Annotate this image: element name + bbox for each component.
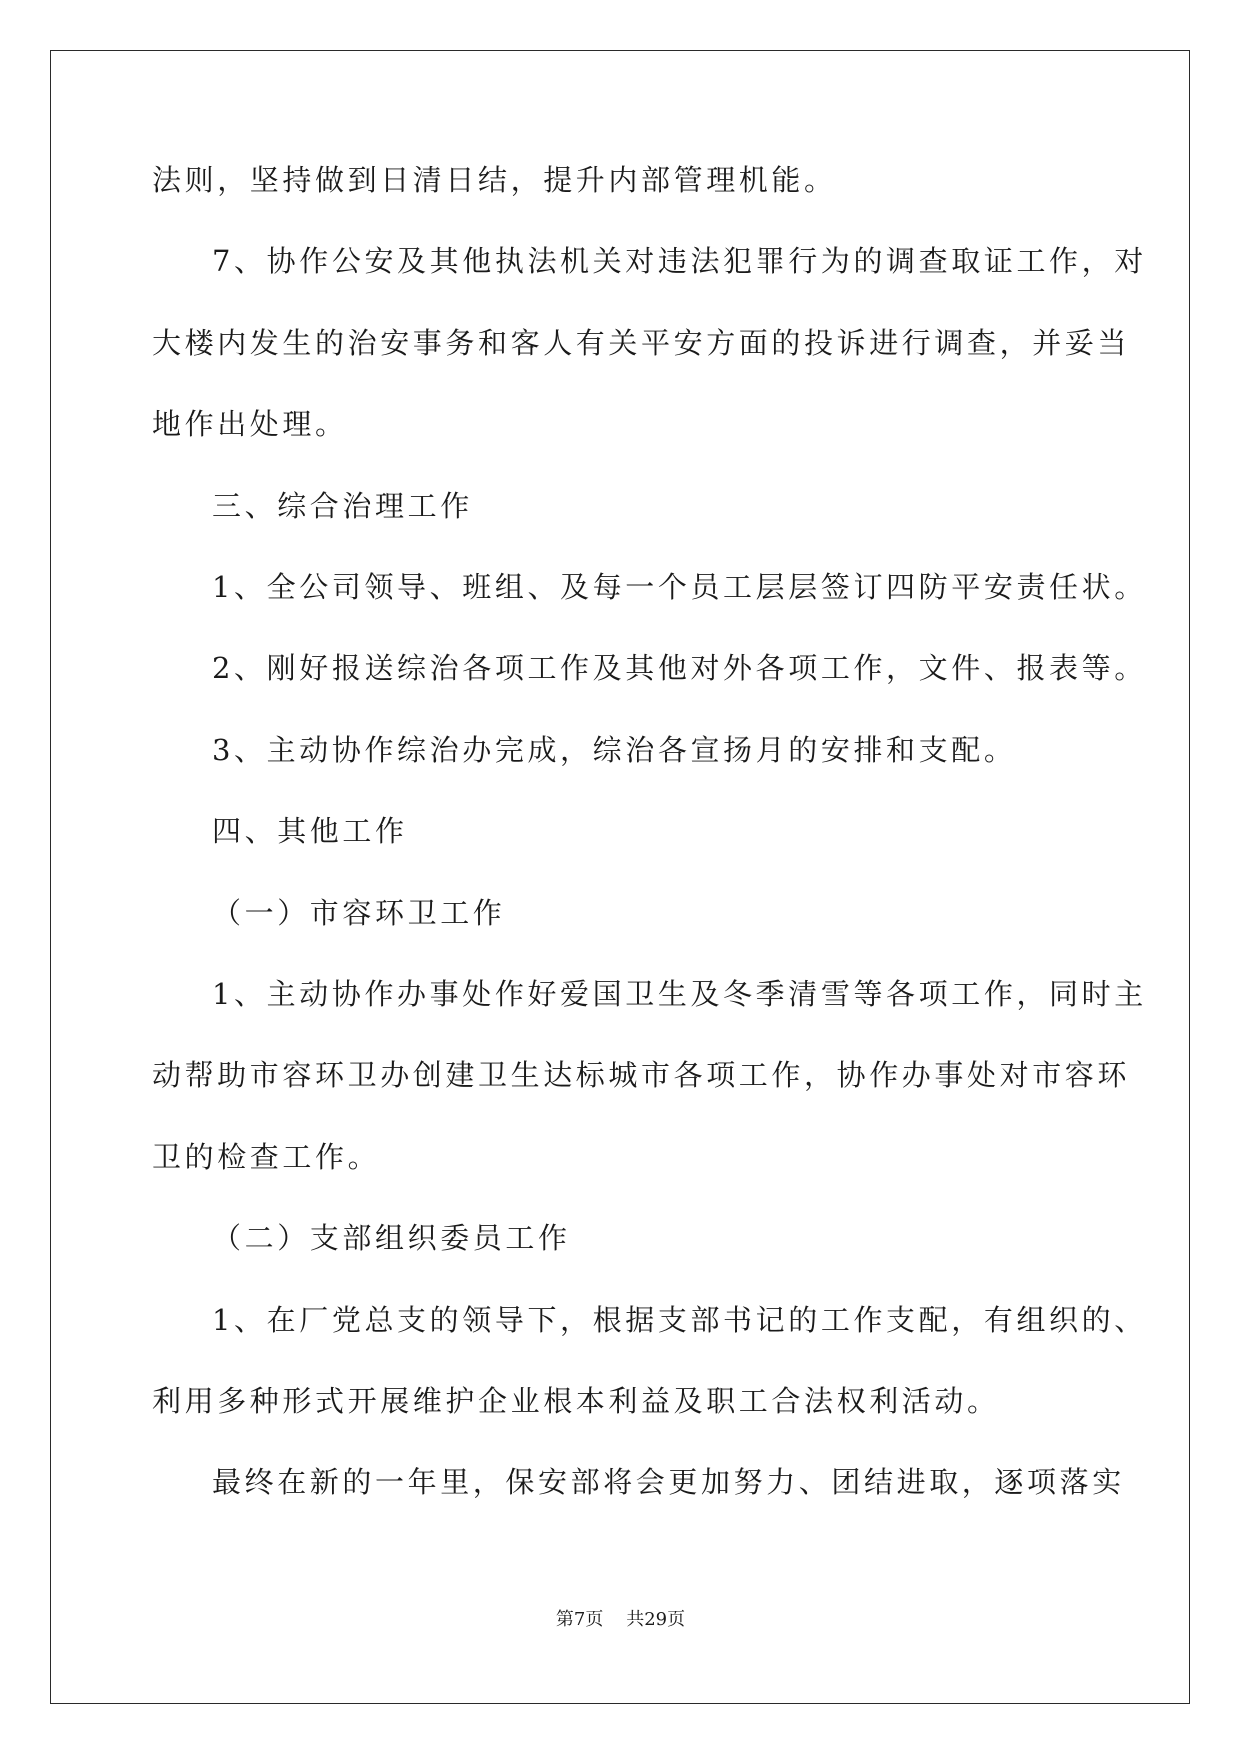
page-footer <box>0 1609 1241 1631</box>
text-line: 法则，坚持做到日清日结，提升内部管理机能。 <box>152 163 837 197</box>
page-number: 第7页 <box>555 1609 604 1630</box>
subsection-heading: （一）市容环卫工作 <box>212 895 506 930</box>
text-line: 3、主动协作综治办完成，综治各宣扬月的安排和支配。 <box>212 732 1017 767</box>
text-line: 利用多种形式开展维护企业根本利益及职工合法权利活动。 <box>152 1384 1000 1418</box>
text-line: 卫的检查工作。 <box>152 1139 381 1174</box>
page-border <box>50 50 1190 1704</box>
text-line: 大楼内发生的治安事务和客人有关平安方面的投诉进行调查，并妥当 <box>152 325 1131 360</box>
text-line: 1、在厂党总支的领导下，根据支部书记的工作支配，有组织的、 <box>212 1302 1147 1337</box>
text-line: 7、协作公安及其他执法机关对违法犯罪行为的调查取证工作，对 <box>212 244 1147 279</box>
section-heading: 四、其他工作 <box>212 814 408 849</box>
text-line: 地作出处理。 <box>152 407 348 442</box>
page-total: 共29页 <box>626 1609 686 1630</box>
section-heading: 三、综合治理工作 <box>212 488 473 523</box>
subsection-heading: （二）支部组织委员工作 <box>212 1221 571 1256</box>
text-line: 2、刚好报送综治各项工作及其他对外各项工作，文件、报表等。 <box>212 651 1147 686</box>
text-line: 动帮助市容环卫办创建卫生达标城市各项工作，协作办事处对市容环 <box>152 1058 1131 1093</box>
text-line: 1、全公司领导、班组、及每一个员工层层签订四防平安责任状。 <box>212 570 1147 604</box>
text-line: 最终在新的一年里，保安部将会更加努力、团结进取，逐项落实 <box>212 1465 1125 1500</box>
text-line: 1、主动协作办事处作好爱国卫生及冬季清雪等各项工作，同时主 <box>212 977 1147 1011</box>
